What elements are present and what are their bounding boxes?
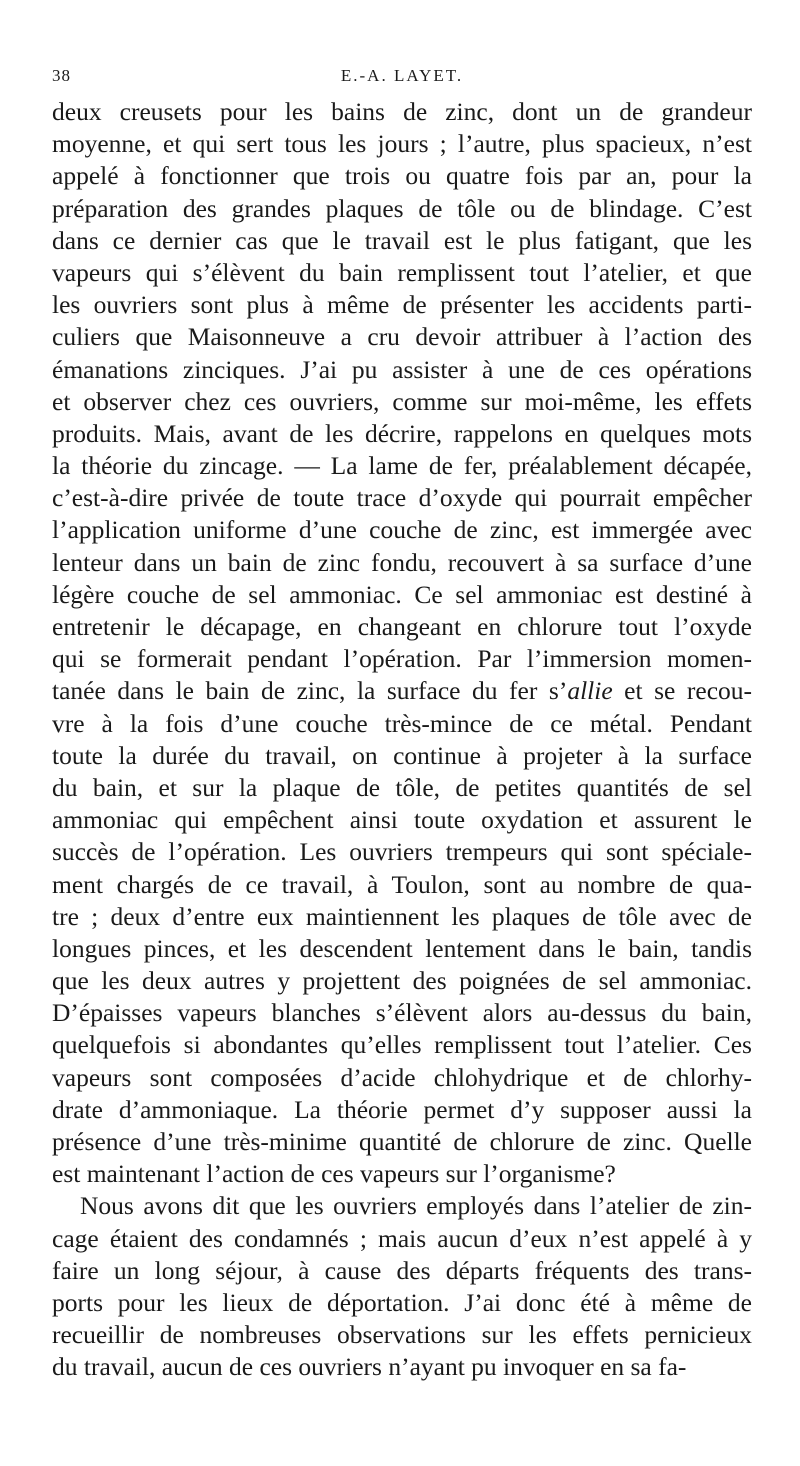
- text-line: que les deux autres y projettent des poignées de sel ammoniac.: [52, 966, 752, 996]
- text-line: les ouvriers sont plus à même de présenter les accidents parti-: [52, 290, 752, 320]
- text-segment: tanée dans le bain de zinc, la surface du fer s’: [52, 676, 568, 706]
- text-line: dans ce dernier cas que le travail est le plus fatigant, que les: [52, 225, 752, 255]
- text-line: cage étaient des condamnés ; mais aucun d’eux n’est appelé à y: [52, 1223, 752, 1253]
- text-line: ment chargés de ce travail, à Toulon, sont au nombre de qua-: [52, 869, 752, 899]
- text-line: D’épaisses vapeurs blanches s’élèvent alors au-dessus du bain,: [52, 998, 752, 1028]
- text-line: c’est-à-dire privée de toute trace d’oxyde qui pourrait empêcher: [52, 483, 752, 513]
- text-line: deux creusets pour les bains de zinc, dont un de grandeur: [52, 97, 752, 126]
- text-line: est maintenant l’action de ces vapeurs sur l’organisme?: [52, 1159, 616, 1189]
- text-line: recueillir de nombreuses observations sur les effets pernicieux: [52, 1320, 752, 1350]
- text-line: et observer chez ces ouvriers, comme sur moi-même, les effets: [52, 386, 752, 416]
- text-line: du travail, aucun de ces ouvriers n’ayant pu invoquer en sa fa-: [52, 1352, 687, 1382]
- text-line: moyenne, et qui sert tous les jours ; l’autre, plus spacieux, n’est: [52, 129, 752, 159]
- book-page: [52, 66, 752, 1384]
- text-line: tre ; deux d’entre eux maintiennent les plaques de tôle avec de: [52, 901, 752, 931]
- text-line: quelquefois si abondantes qu’elles remplissent tout l’atelier. Ces: [52, 1030, 752, 1060]
- paragraph-1: [52, 96, 752, 1190]
- italic-word: allie: [567, 676, 613, 706]
- text-line: vapeurs sont composées d’acide chlohydrique et de chlorhy-: [52, 1062, 752, 1092]
- running-header: [52, 66, 752, 96]
- text-line: drate d’ammoniaque. La théorie permet d’y supposer aussi la: [52, 1094, 752, 1124]
- paragraph-2: [52, 1190, 752, 1383]
- text-line: appelé à fonctionner que trois ou quatre fois par an, pour la: [52, 161, 752, 191]
- text-line: culiers que Maisonneuve a cru devoir attribuer à l’action des: [52, 322, 752, 352]
- text-line: légère couche de sel ammoniac. Ce sel ammoniac est destiné à: [52, 579, 752, 609]
- text-line: [52, 675, 752, 707]
- text-line: vre à la fois d’une couche très-mince de ce métal. Pendant: [52, 708, 752, 738]
- text-line: présence d’une très-minime quantité de chlorure de zinc. Quelle: [52, 1127, 752, 1156]
- text-line: vapeurs qui s’élèvent du bain remplissent tout l’atelier, et que: [52, 257, 752, 287]
- text-line: ports pour les lieux de déportation. J’ai donc été à même de: [52, 1287, 752, 1317]
- text-line: ammoniac qui empêchent ainsi toute oxydation et assurent le: [52, 805, 752, 835]
- text-line: qui se formerait pendant l’opération. Par l’immersion momen-: [52, 644, 752, 674]
- text-line: succès de l’opération. Les ouvriers trempeurs qui sont spéciale-: [52, 837, 752, 867]
- page-number: 38: [52, 66, 71, 85]
- text-line: lenteur dans un bain de zinc fondu, recouvert à sa surface d’une: [52, 547, 752, 577]
- text-line: faire un long séjour, à cause des départs fréquents des trans-: [52, 1255, 752, 1285]
- text-line: la théorie du zincage. — La lame de fer, préalablement décapée,: [52, 451, 752, 481]
- text-line: du bain, et sur la plaque de tôle, de petites quantités de sel: [52, 772, 752, 802]
- body-text: [52, 96, 752, 1384]
- text-line: préparation des grandes plaques de tôle ou de blindage. C’est: [52, 193, 752, 223]
- text-segment: et se recou-: [612, 676, 753, 706]
- text-line: l’application uniforme d’une couche de zinc, est immergée avec: [52, 515, 752, 545]
- text-line: produits. Mais, avant de les décrire, rappelons en quelques mots: [52, 418, 752, 448]
- text-line: Nous avons dit que les ouvriers employés dans l’atelier de zin-: [80, 1191, 752, 1221]
- text-line: longues pinces, et les descendent lentement dans le bain, tandis: [52, 933, 752, 963]
- text-line: émanations zinciques. J’ai pu assister à une de ces opérations: [52, 354, 752, 384]
- text-line: toute la durée du travail, on continue à projeter à la surface: [52, 740, 752, 770]
- text-line: entretenir le décapage, en changeant en chlorure tout l’oxyde: [52, 612, 752, 641]
- running-title: E.-A. LAYET.: [340, 66, 464, 85]
